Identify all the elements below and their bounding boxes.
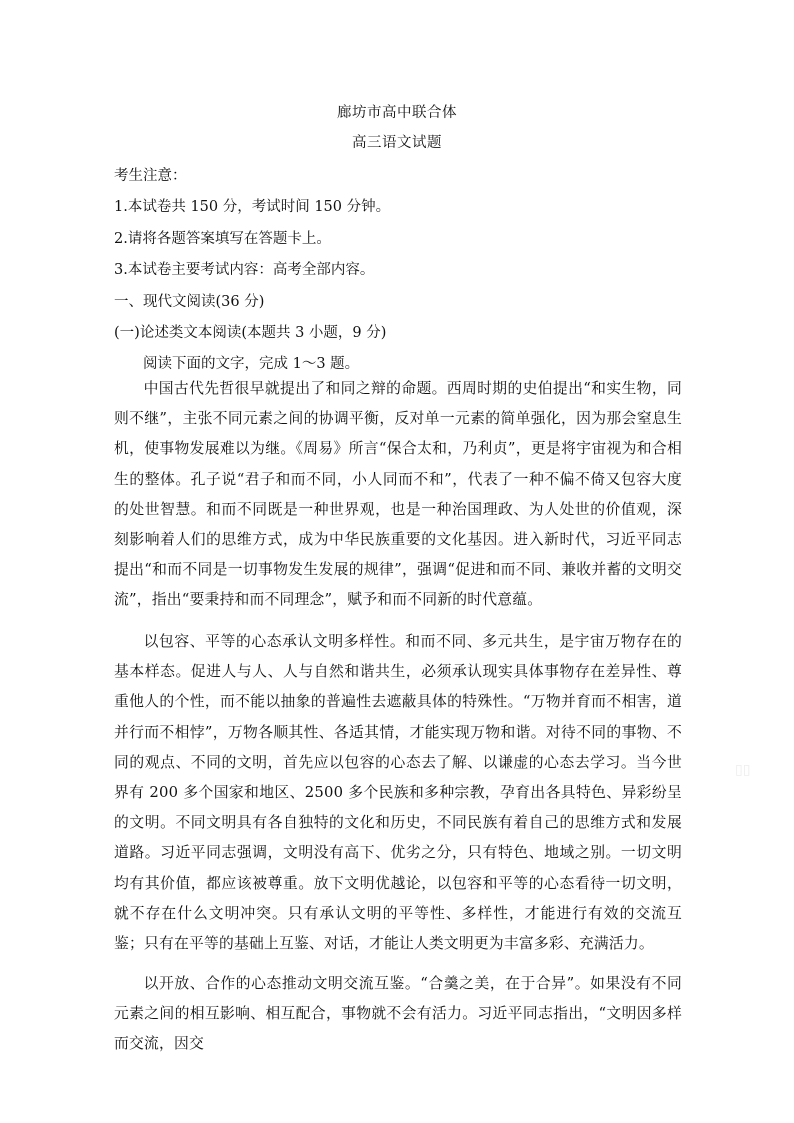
notice-item-2: 2.请将各题答案填写在答题卡上。 (114, 231, 331, 247)
school-title: 廊坊市高中联合体 (337, 105, 457, 121)
article-paragraph-3: 以开放、合作的心态推动文明交流互鉴。“合羹之美，在于合异”。如果没有不同元素之间的相互影响、相互配合，事物就不会有活力。习近平同志指出，“文明因多样而交流，因交 (114, 975, 682, 1053)
section-subtitle: (一)论述类文本阅读(本题共 3 小题，9 分) (114, 325, 387, 341)
article-paragraph-1: 中国古代先哲很早就提出了和同之辩的命题。西周时期的史伯提出“和实生物，同则不继”，主张不同元素之间的协调平衡，反对单一元素的简单强化，因为那会窒息生机，使事物发展难以为继。《周易》所言“保合太和，乃利贞”，更是将宇宙视为和合相生的整体。孔子说“君子和而不同，小人同而不和”，代表了一种不偏不倚又包容大度的处世智慧。和而不同既是一种世界观，也是一种治国理政、为人处世的价值观，深刻影响着人们的思维方式，成为中华民族重要的文化基因。进入新时代，习近平同志提出“和而不同是一切事物发生发展的规律”，强调“促进和而不同、兼收并蓄的文明交流”，指出“要秉持和而不同理念”，赋予和而不同新的时代意蕴。 (114, 380, 682, 609)
notice-item-1: 1.本试卷共 150 分，考试时间 150 分钟。 (114, 199, 391, 215)
reading-instruction: 阅读下面的文字，完成 1～3 题。 (143, 356, 360, 372)
exam-title: 高三语文试题 (352, 135, 442, 151)
notice-heading: 考生注意： (114, 168, 187, 184)
watermark-mark: ▯▯ (735, 762, 751, 778)
notice-item-3: 3.本试卷主要考试内容：高考全部内容。 (114, 262, 375, 278)
article-paragraph-2: 以包容、平等的心态承认文明多样性。和而不同、多元共生，是宇宙万物存在的基本样态。促进人与人、人与自然和谐共生，必须承认现实具体事物存在差异性、尊重他人的个性，而不能以抽象的普遍性去遮蔽具体的特殊性。“万物并育而不相害，道并行而不相悖”，万物各顺其性、各适其情，才能实现万物和谐。对待不同的事物、不同的观点、不同的文明，首先应以包容的心态去了解、以谦虚的心态去学习。当今世界有 200 多个国家和地区、2500 多个民族和多种宗教，孕育出各具特色、异彩纷呈的文明。不同文明具有各自独特的文化和历史，不同民族有着自己的思维方式和发展道路。习近平同志强调，文明没有高下、优劣之分，只有特色、地域之别。一切文明均有其价值，都应该被尊重。放下文明优越论，以包容和平等的心态看待一切文明，就不存在什么文明冲突。只有承认文明的平等性、多样性，才能进行有效的交流互鉴；只有在平等的基础上互鉴、对话，才能让人类文明更为丰富多彩、充满活力。 (114, 633, 682, 953)
section-title: 一、现代文阅读(36 分) (114, 294, 265, 310)
